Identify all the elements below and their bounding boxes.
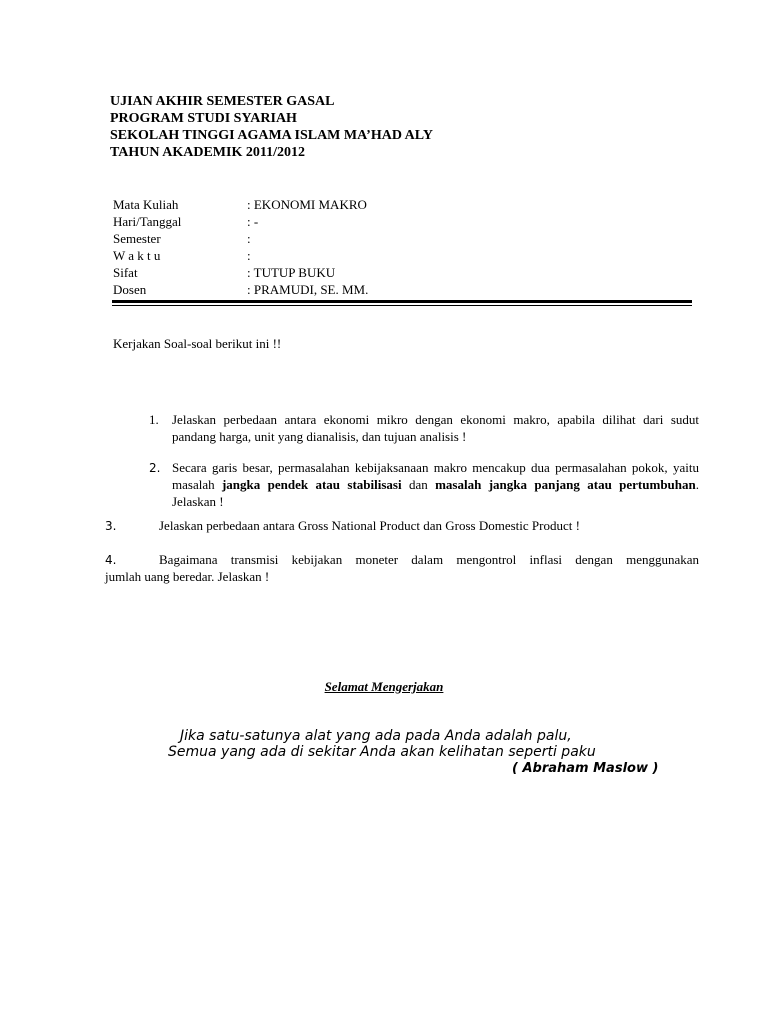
closing-greeting: Selamat Mengerjakan [324, 679, 444, 694]
quote-line-1: Jika satu-satunya alat yang ada pada Anda adalah palu, [180, 728, 572, 744]
question-2-text-c: . Jelaskan ! [172, 477, 699, 509]
quote-author: ( Abraham Maslow ) [512, 761, 659, 776]
question-3-text: Jelaskan perbedaan antara Gross National Product dan Gross Domestic Product ! [159, 518, 580, 533]
question-1-number: 1. [149, 412, 159, 427]
info-label-semester: Semester [113, 231, 161, 246]
question-2-text-b: dan [401, 477, 436, 492]
info-value-course: : EKONOMI MAKRO [247, 197, 367, 212]
info-value-date: : - [247, 214, 259, 229]
question-2-bold-a: jangka pendek atau stabilisasi [221, 477, 402, 492]
info-label-time: W a k t u [113, 248, 161, 263]
divider-thick [112, 300, 692, 303]
info-label-type: Sifat [113, 265, 138, 280]
info-value-lecturer: : PRAMUDI, SE. MM. [247, 282, 369, 297]
question-2-text [172, 459, 699, 510]
program-title: PROGRAM STUDI SYARIAH [110, 111, 297, 126]
academic-year: TAHUN AKADEMIK 2011/2012 [110, 145, 305, 160]
info-label-lecturer: Dosen [113, 282, 147, 297]
quote-line-2: Semua yang ada di sekitar Anda akan kelihatan seperti paku [168, 744, 596, 760]
question-4-text-line2: jumlah uang beredar. Jelaskan ! [105, 569, 270, 584]
question-4-text-line1: Bagaimana transmisi kebijakan moneter dalam mengontrol inflasi dengan menggunakan [159, 552, 699, 567]
question-2-text-a: Secara garis besar, permasalahan kebijaksanaan makro mencakup dua permasalahan pokok, yaitu masalah [172, 460, 699, 492]
info-value-type: : TUTUP BUKU [247, 265, 336, 280]
info-label-course: Mata Kuliah [113, 197, 179, 212]
exam-title: UJIAN AKHIR SEMESTER GASAL [110, 94, 335, 109]
question-2-bold-b: masalah jangka panjang atau pertumbuhan [435, 477, 696, 492]
info-value-time: : [247, 248, 251, 263]
school-title: SEKOLAH TINGGI AGAMA ISLAM MA’HAD ALY [110, 128, 433, 143]
question-4-number: 4. [105, 553, 117, 567]
question-1-text: Jelaskan perbedaan antara ekonomi mikro dengan ekonomi makro, apabila dilihat dari sudut pandang harga, unit yang dianalisis, dan tujuan analisis ! [172, 412, 699, 444]
divider-thin [112, 305, 692, 306]
info-label-date: Hari/Tanggal [113, 214, 182, 229]
instruction: Kerjakan Soal-soal berikut ini !! [113, 336, 282, 351]
question-3-number: 3. [105, 519, 117, 533]
info-value-semester: : [247, 231, 251, 246]
question-2-number: 2. [149, 461, 161, 475]
